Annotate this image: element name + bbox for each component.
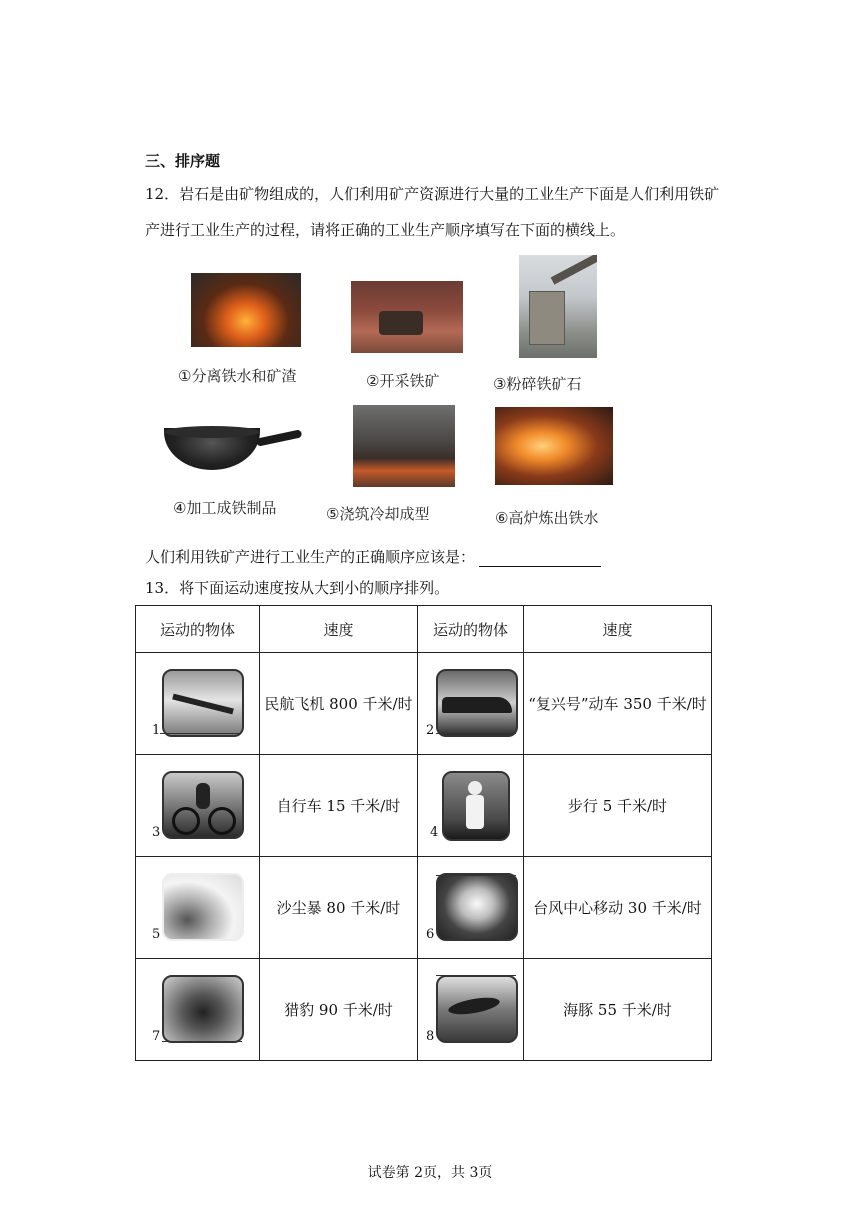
speed-cell: “复兴号”动车 350 千米/时 — [524, 653, 712, 755]
item-number: 8 — [426, 1029, 435, 1044]
item-number: 4 — [430, 825, 439, 840]
item-number: 5 — [152, 927, 161, 942]
object-cell — [418, 755, 524, 857]
cheetah-image — [162, 975, 244, 1043]
speed-cell: 步行 5 千米/时 — [524, 755, 712, 857]
speed-cell: 自行车 15 千米/时 — [260, 755, 418, 857]
speed-cell: 猎豹 90 千米/时 — [260, 959, 418, 1061]
table-row — [136, 959, 712, 1061]
caption-6: ⑥高炉炼出铁水 — [495, 509, 599, 527]
speed-table — [135, 605, 712, 1061]
sandstorm-image — [162, 873, 244, 941]
object-cell — [418, 653, 524, 755]
dolphin-image — [436, 975, 518, 1043]
image-topline — [436, 875, 516, 876]
object-cell — [418, 857, 524, 959]
section-title: 三、排序题 — [145, 152, 221, 170]
caption-1: ①分离铁水和矿渣 — [178, 367, 297, 385]
speed-cell: 沙尘暴 80 千米/时 — [260, 857, 418, 959]
answer-blank[interactable] — [479, 552, 601, 567]
caption-5: ⑤浇筑冷却成型 — [326, 505, 430, 523]
image-underline — [160, 733, 240, 734]
answer-prompt-text: 人们利用铁矿产进行工业生产的正确顺序应该是： — [145, 548, 476, 566]
header-object-right: 运动的物体 — [418, 606, 524, 653]
image-underline — [436, 733, 516, 734]
item-number: 6 — [426, 927, 435, 942]
image-underline — [162, 1041, 242, 1042]
speed-cell: 台风中心移动 30 千米/时 — [524, 857, 712, 959]
caption-3: ③粉碎铁矿石 — [493, 375, 582, 393]
caption-2: ②开采铁矿 — [366, 372, 440, 390]
table-row — [136, 755, 712, 857]
question-13: 13．将下面运动速度按从大到小的顺序排列。 — [145, 579, 450, 597]
mining-photo — [351, 281, 463, 353]
walking-image — [442, 771, 510, 841]
object-cell — [136, 653, 260, 755]
image-topline — [436, 975, 516, 976]
header-speed-right: 速度 — [524, 606, 712, 653]
casting-photo — [353, 405, 455, 487]
question-12-line-2: 产进行工业生产的过程，请将正确的工业生产顺序填写在下面的横线上。 — [145, 221, 626, 239]
object-cell — [136, 959, 260, 1061]
item-number: 3 — [152, 825, 161, 840]
table-header-row — [136, 606, 712, 653]
separate-iron-photo — [191, 273, 301, 347]
item-number: 1 — [152, 723, 161, 738]
answer-prompt — [145, 547, 601, 567]
question-12-line-1: 12．岩石是由矿物组成的，人们利用矿产资源进行大量的工业生产下面是人们利用铁矿 — [145, 185, 720, 203]
header-speed-left: 速度 — [260, 606, 418, 653]
caption-4: ④加工成铁制品 — [173, 499, 277, 517]
speed-cell: 海豚 55 千米/时 — [524, 959, 712, 1061]
table-row — [136, 653, 712, 755]
bicycle-image — [162, 771, 244, 839]
object-cell — [418, 959, 524, 1061]
airplane-image — [162, 669, 244, 737]
furnace-photo — [495, 407, 613, 485]
crushing-photo — [519, 255, 597, 358]
speed-cell: 民航飞机 800 千米/时 — [260, 653, 418, 755]
header-object-left: 运动的物体 — [136, 606, 260, 653]
item-number: 2 — [426, 723, 435, 738]
object-cell — [136, 857, 260, 959]
typhoon-image — [436, 873, 518, 941]
train-image — [436, 669, 518, 737]
page-footer: 试卷第 2页，共 3页 — [367, 1165, 493, 1181]
table-row — [136, 857, 712, 959]
item-number: 7 — [152, 1029, 161, 1044]
object-cell — [136, 755, 260, 857]
wok-photo — [162, 420, 304, 480]
